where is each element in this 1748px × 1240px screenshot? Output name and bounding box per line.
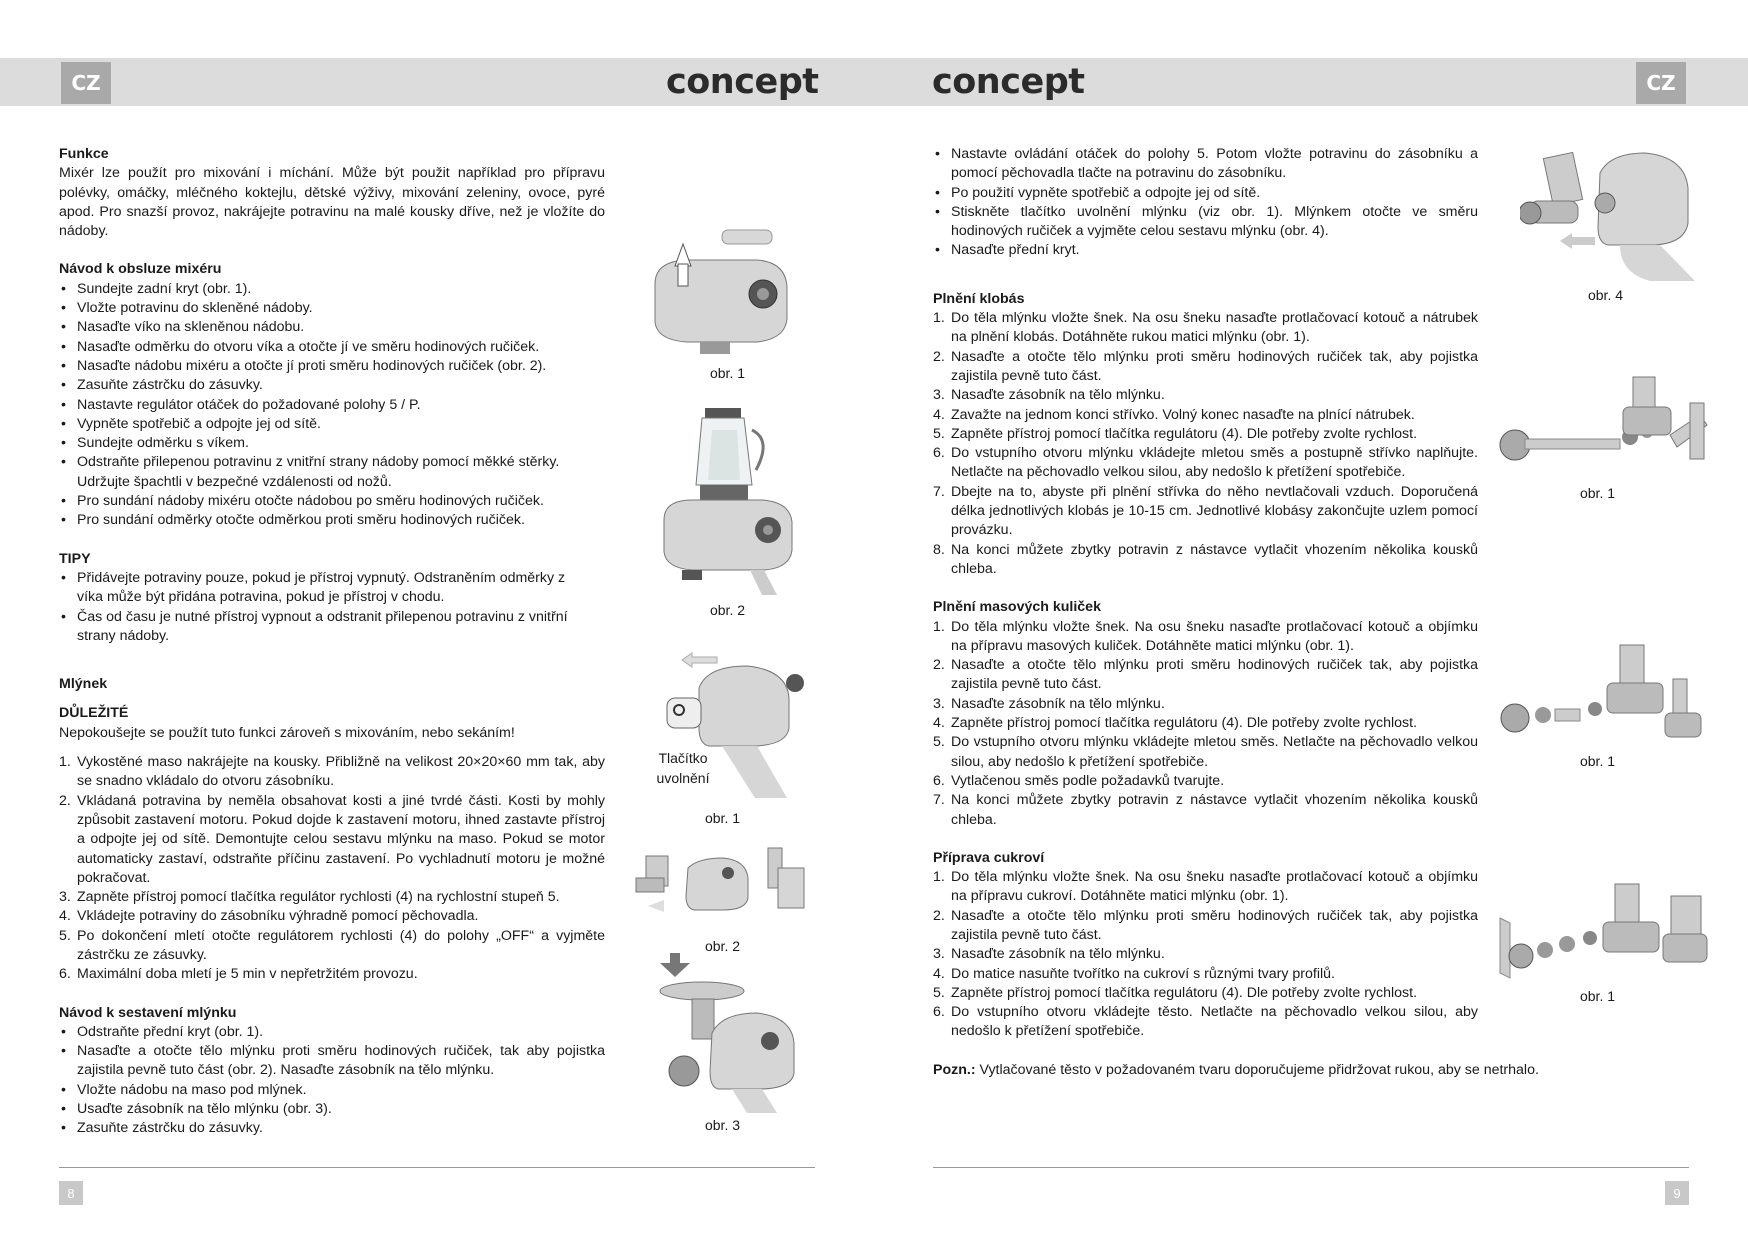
list-item: • Nasaďte odměrku do otvoru víka a otočte jí ve směru hodinových ručiček. <box>59 338 605 357</box>
grinder-tray-illustration <box>652 953 802 1113</box>
note-label: Pozn.: <box>933 1061 976 1078</box>
list-item: • Sundejte odměrku s víkem. <box>59 434 605 453</box>
right-page-column <box>933 145 1539 1080</box>
meatball-steps-list <box>933 618 1478 830</box>
list-item: 2. Nasaďte a otočte tělo mlýnku proti směru hodinových ručiček tak, aby pojistka zajistila pevně tuto část. <box>933 657 1478 693</box>
list-item: 1. Do těla mlýnku vložte šnek. Na osu šneku nasaďte protlačovací kotouč a objímku na přípravu masových kuliček. Dotáhněte matici mlýnku (obr. 1). <box>933 618 1478 654</box>
mixer-instructions-list <box>59 280 605 531</box>
list-item: • Pro sundání nádoby mixéru otočte nádobou po směru hodinových ručiček. <box>59 492 605 511</box>
brand-logo-left: concept <box>666 62 819 102</box>
page-number-left: 8 <box>59 1181 83 1205</box>
list-item: 3. Nasaďte zásobník na tělo mlýnku. <box>933 695 1165 712</box>
list-item: • Čas od času je nutné přístroj vypnout a odstranit přilepenou potravinu z vnitřní strany nádoby. <box>59 608 579 647</box>
note <box>933 1061 1573 1080</box>
figure-caption-cookie: obr. 1 <box>1579 988 1616 1004</box>
section-title-klobasy: Plnění klobás <box>933 290 1025 307</box>
grinder-attach-illustration <box>628 838 808 926</box>
left-page-column <box>59 145 605 1139</box>
list-item: • Usaďte zásobník na tělo mlýnku (obr. 3). <box>59 1100 605 1119</box>
list-item: 1. Do těla mlýnku vložte šnek. Na osu šneku nasaďte protlačovací kotouč a objímku na přípravu cukroví. Dotáhněte matici mlýnku (obr. 1). <box>933 869 1478 905</box>
figure-caption-mixer-1: obr. 1 <box>709 365 746 381</box>
list-item: 5. Zapněte přístroj pomocí tlačítka regulátoru (4). Dle potřeby zvolte rychlost. <box>933 425 1418 442</box>
list-item: 8. Na konci můžete zbytky potravin z nástavce vytlačit vhozením několika kousků chleba. <box>933 541 1478 577</box>
footer-rule-right <box>933 1167 1689 1168</box>
figure-caption-grinder-3: obr. 3 <box>704 1117 741 1133</box>
grinder-removal-illustration <box>1520 133 1700 283</box>
section-title-funkce: Funkce <box>59 146 109 162</box>
list-item: • Zasuňte zástrčku do zásuvky. <box>59 1119 605 1138</box>
section-title-kulicky: Plnění masových kuliček <box>933 599 1101 616</box>
sausage-attachment-illustration <box>1495 375 1715 475</box>
figure-caption-sausage: obr. 1 <box>1579 485 1616 501</box>
tips-list <box>59 569 579 646</box>
list-item: 2. Vkládaná potravina by neměla obsahovat kosti a jiné tvrdé části. Kosti by mohly způsobit zastavení motoru. Pokud dojde k zastavení motoru, ihned zastavte přístroj a odpojte jej od sítě. Demontujte celou sestavu mlýnku na maso. Pokud se motor automaticky zastaví, odstraňte příčinu zastavení. Po vychladnutí motoru je možné pokračovat. <box>59 792 605 886</box>
sausage-steps-list <box>933 309 1478 579</box>
figure-caption-grinder-2: obr. 2 <box>704 938 741 954</box>
list-item: 1. Do těla mlýnku vložte šnek. Na osu šneku nasaďte protlačovací kotouč a nátrubek na plnění klobás. Dotáhněte rukou matici mlýnku (obr. 1). <box>933 310 1478 346</box>
section-title-navod-mixer: Návod k obsluze mixéru <box>59 261 222 278</box>
list-item: • Nastavte ovládání otáček do polohy 5. Potom vložte potravinu do zásobníku a pomocí pěchovadla tlačte na potravinu do zásobníku. <box>933 145 1478 184</box>
mixer-jar-illustration <box>652 400 802 595</box>
list-item: 4. Do matice nasuňte tvořítko na cukroví s různými tvary profilů. <box>933 965 1335 982</box>
warning-title: DŮLEŽITÉ <box>59 705 129 722</box>
language-badge-right: CZ <box>1636 62 1686 104</box>
cookie-steps-list <box>933 868 1478 1042</box>
meatball-attachment-illustration <box>1495 643 1715 753</box>
list-item: 4. Vkládejte potraviny do zásobníku výhradně pomocí pěchovadla. <box>59 908 479 925</box>
list-item: • Nasaďte víko na skleněnou nádobu. <box>59 318 605 337</box>
list-item: 6. Vytlačenou směs podle požadavků tvarujte. <box>933 772 1225 789</box>
section-title-tipy: TIPY <box>59 550 91 567</box>
grinder-disassembly-list <box>933 145 1478 261</box>
figure-caption-meatball: obr. 1 <box>1579 753 1616 769</box>
list-item: 3. Zapněte přístroj pomocí tlačítka regulátor rychlosti (4) na rychlostní stupeň 5. <box>59 889 560 906</box>
list-item: 3. Nasaďte zásobník na tělo mlýnku. <box>933 946 1165 963</box>
release-button-label: Tlačítko uvolnění <box>656 750 710 786</box>
list-item: • Nastavte regulátor otáček do požadované polohy 5 / P. <box>59 396 605 415</box>
list-item: 1. Vykostěné maso nakrájejte na kousky. Přibližně na velikost 20×20×60 mm tak, aby se snadno vkládalo do otvoru zásobníku. <box>59 754 605 790</box>
list-item: • Nasaďte přední kryt. <box>933 241 1478 260</box>
figure-caption-obr-4: obr. 4 <box>1587 287 1624 303</box>
list-item: • Nasaďte nádobu mixéru a otočte jí proti směru hodinových ručiček (obr. 2). <box>59 357 605 376</box>
grinder-steps-list <box>59 753 605 985</box>
section-title-sestaveni: Návod k sestavení mlýnku <box>59 1004 237 1021</box>
list-item: 7. Na konci můžete zbytky potravin z nástavce vytlačit vhozením několika kousků chleba. <box>933 792 1478 828</box>
brand-logo-right: concept <box>932 62 1085 102</box>
list-item: • Odstraňte přilepenou potravinu z vnitřní strany nádoby pomocí měkké stěrky. Udržujte špachtli v bezpečné vzdálenosti od nožů. <box>59 453 605 492</box>
list-item: • Stiskněte tlačítko uvolnění mlýnku (viz obr. 1). Mlýnkem otočte ve směru hodinových ručiček a vyjměte celou sestavu mlýnku (obr. 4). <box>933 203 1478 242</box>
list-item: 6. Do vstupního otvoru mlýnku vkládejte mletou směs a postupně střívko naplňujte. Netlačte na pěchovadlo velkou silou, aby nedošlo k přetížení spotřebiče. <box>933 445 1478 481</box>
list-item: • Vypněte spotřebič a odpojte jej od sítě. <box>59 415 605 434</box>
header-band <box>0 58 1748 106</box>
list-item: 6. Do vstupního otvoru vkládejte těsto. Netlačte na pěchovadlo velkou silou, aby nedošlo k přetížení spotřebiče. <box>933 1004 1478 1040</box>
list-item: • Odstraňte přední kryt (obr. 1). <box>59 1023 605 1042</box>
section-title-cukrovi: Příprava cukroví <box>933 849 1045 866</box>
list-item: 4. Zavažte na jednom konci střívko. Volný konec nasaďte na plnící nátrubek. <box>933 406 1415 423</box>
list-item: 5. Po dokončení mletí otočte regulátorem rychlosti (4) do polohy „OFF“ a vyjměte zástrčku ze zásuvky. <box>59 927 605 963</box>
page-number-right: 9 <box>1665 1181 1689 1205</box>
list-item: 3. Nasaďte zásobník na tělo mlýnku. <box>933 387 1165 404</box>
figure-caption-mixer-2: obr. 2 <box>709 602 746 618</box>
list-item: 6. Maximální doba mletí je 5 min v nepřetržitém provozu. <box>59 966 418 983</box>
list-item: • Pro sundání odměrky otočte odměrkou proti směru hodinových ručiček. <box>59 511 605 530</box>
list-item: • Přidávejte potraviny pouze, pokud je přístroj vypnutý. Odstraněním odměrky z víka může být přidána potravina, pokud je přístroj v chodu. <box>59 569 579 608</box>
list-item: • Vložte nádobu na maso pod mlýnek. <box>59 1081 605 1100</box>
list-item: 5. Do vstupního otvoru mlýnku vkládejte mletou směs. Netlačte na pěchovadlo velkou silou, aby nedošlo k přetížení spotřebiče. <box>933 734 1478 770</box>
language-badge-left: CZ <box>61 62 111 104</box>
list-item: • Po použití vypněte spotřebič a odpojte jej od sítě. <box>933 184 1478 203</box>
mixer-back-cover-illustration <box>645 224 795 359</box>
list-item: • Zasuňte zástrčku do zásuvky. <box>59 376 605 395</box>
funkce-text: Mixér lze použít pro mixování i míchání. Může být použit například pro přípravu polévky, omáčky, mléčného koktejlu, dětské výživy, mixování zeleniny, ovoce, pyré apod. Pro snazší provoz, nakrájejte potravinu na malé kousky dříve, než je vložíte do nádoby. <box>59 165 605 240</box>
list-item: • Vložte potravinu do skleněné nádoby. <box>59 299 605 318</box>
list-item: 4. Zapněte přístroj pomocí tlačítka regulátoru (4). Dle potřeby zvolte rychlost. <box>933 715 1418 732</box>
list-item: 7. Dbejte na to, abyste při plnění střívka do něho nevtlačovali vzduch. Doporučená délka jednotlivých klobás je 10-15 cm. Jednotlivé klobásy zakončujte uzlem pomocí provázku. <box>933 483 1478 539</box>
list-item: • Sundejte zadní kryt (obr. 1). <box>59 280 605 299</box>
warning-text: Nepokoušejte se použít tuto funkci zároveň s mixováním, nebo sekáním! <box>59 724 515 741</box>
figure-caption-grinder-1: obr. 1 <box>704 810 741 826</box>
list-item: 2. Nasaďte a otočte tělo mlýnku proti směru hodinových ručiček tak, aby pojistka zajistila pevně tuto část. <box>933 348 1478 384</box>
footer-rule-left <box>59 1167 815 1168</box>
cookie-attachment-illustration <box>1495 878 1715 988</box>
list-item: • Nasaďte a otočte tělo mlýnku proti směru hodinových ručiček, tak aby pojistka zajistila pevně tuto část (obr. 2). Nasaďte zásobník na tělo mlýnku. <box>59 1042 605 1081</box>
note-text: Vytlačované těsto v požadovaném tvaru doporučujeme přidržovat rukou, aby se netrhalo. <box>975 1061 1539 1078</box>
list-item: 5. Zapněte přístroj pomocí tlačítka regulátoru (4). Dle potřeby zvolte rychlost. <box>933 984 1418 1001</box>
list-item: 2. Nasaďte a otočte tělo mlýnku proti směru hodinových ručiček tak, aby pojistka zajistila pevně tuto část. <box>933 907 1478 943</box>
assembly-list <box>59 1023 605 1139</box>
section-title-mlynek: Mlýnek <box>59 676 108 693</box>
